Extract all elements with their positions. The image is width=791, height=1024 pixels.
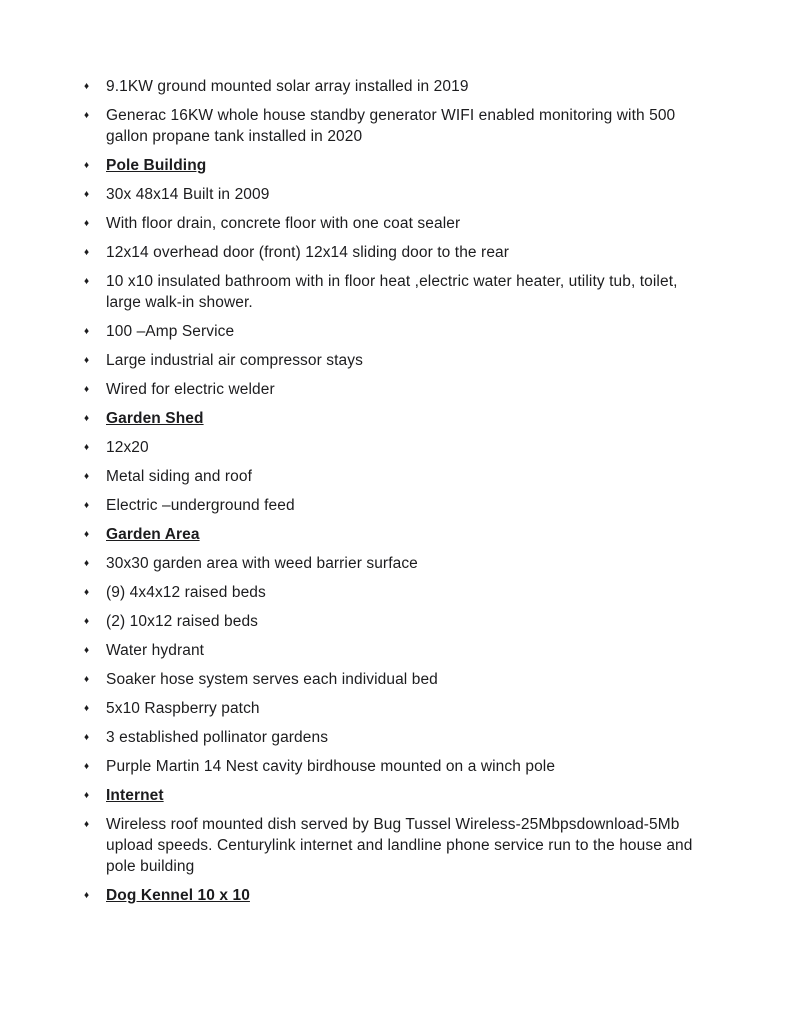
list-item — [84, 727, 695, 748]
list-item — [84, 785, 695, 806]
list-item-text: Electric –underground feed — [106, 497, 295, 514]
diamond-bullet-icon: ♦ — [84, 355, 90, 366]
list-item — [84, 408, 695, 429]
diamond-bullet-icon: ♦ — [84, 413, 90, 424]
diamond-bullet-icon: ♦ — [84, 558, 90, 569]
list-item — [84, 213, 695, 234]
list-item — [84, 105, 695, 147]
list-item-text: Large industrial air compressor stays — [106, 352, 363, 369]
diamond-bullet-icon: ♦ — [84, 326, 90, 337]
diamond-bullet-icon: ♦ — [84, 160, 90, 171]
list-item-text: 5x10 Raspberry patch — [106, 700, 260, 717]
list-item — [84, 495, 695, 516]
list-item — [84, 885, 695, 906]
list-item-text: 30x30 garden area with weed barrier surface — [106, 555, 418, 572]
list-item — [84, 76, 695, 97]
diamond-bullet-icon: ♦ — [84, 819, 90, 830]
list-item — [84, 640, 695, 661]
list-item-text: 100 –Amp Service — [106, 323, 235, 340]
diamond-bullet-icon: ♦ — [84, 471, 90, 482]
diamond-bullet-icon: ♦ — [84, 587, 90, 598]
diamond-bullet-icon: ♦ — [84, 616, 90, 627]
diamond-bullet-icon: ♦ — [84, 529, 90, 540]
list-item-text: Garden Shed — [106, 410, 204, 427]
list-item — [84, 698, 695, 719]
list-item-text: 3 established pollinator gardens — [106, 729, 329, 746]
list-item — [84, 184, 695, 205]
diamond-bullet-icon: ♦ — [84, 703, 90, 714]
list-item-text: 12x20 — [106, 439, 149, 456]
list-item — [84, 582, 695, 603]
list-item — [84, 242, 695, 263]
diamond-bullet-icon: ♦ — [84, 732, 90, 743]
list-item-text: Metal siding and roof — [106, 468, 252, 485]
list-item — [84, 814, 695, 877]
diamond-bullet-icon: ♦ — [84, 384, 90, 395]
diamond-bullet-icon: ♦ — [84, 500, 90, 511]
diamond-bullet-icon: ♦ — [84, 247, 90, 258]
diamond-bullet-icon: ♦ — [84, 674, 90, 685]
list-item-text: 10 x10 insulated bathroom with in floor heat ,electric water heater, utility tub, toilet, large walk-in shower. — [106, 273, 678, 311]
list-item-text: (2) 10x12 raised beds — [106, 613, 259, 630]
list-item-text: 9.1KW ground mounted solar array installed in 2019 — [106, 78, 469, 95]
list-item-text: Garden Area — [106, 526, 200, 543]
list-item-text: With floor drain, concrete floor with one coat sealer — [106, 215, 461, 232]
diamond-bullet-icon: ♦ — [84, 890, 90, 901]
diamond-bullet-icon: ♦ — [84, 645, 90, 656]
list-item — [84, 553, 695, 574]
list-item — [84, 155, 695, 176]
diamond-bullet-icon: ♦ — [84, 761, 90, 772]
list-item — [84, 756, 695, 777]
list-item — [84, 669, 695, 690]
diamond-bullet-icon: ♦ — [84, 110, 90, 121]
list-item-text: Generac 16KW whole house standby generator WIFI enabled monitoring with 500 gallon propane tank installed in 2020 — [106, 107, 676, 145]
list-item-text: Water hydrant — [106, 642, 205, 659]
list-item — [84, 524, 695, 545]
list-item-text: Wireless roof mounted dish served by Bug Tussel Wireless-25Mbpsdownload-5Mb upload speeds. Centurylink internet and landline phone service run to the house and pole building — [106, 816, 693, 875]
feature-list — [84, 76, 695, 906]
diamond-bullet-icon: ♦ — [84, 790, 90, 801]
list-item-text: 12x14 overhead door (front) 12x14 sliding door to the rear — [106, 244, 510, 261]
diamond-bullet-icon: ♦ — [84, 276, 90, 287]
list-item-text: Wired for electric welder — [106, 381, 275, 398]
list-item — [84, 611, 695, 632]
list-item-text: Internet — [106, 787, 164, 804]
list-item-text: Soaker hose system serves each individual bed — [106, 671, 438, 688]
diamond-bullet-icon: ♦ — [84, 81, 90, 92]
list-item — [84, 437, 695, 458]
list-item-text: Dog Kennel 10 x 10 — [106, 887, 250, 904]
list-item-text: (9) 4x4x12 raised beds — [106, 584, 266, 601]
list-item-text: Purple Martin 14 Nest cavity birdhouse mounted on a winch pole — [106, 758, 556, 775]
list-item — [84, 321, 695, 342]
list-item — [84, 466, 695, 487]
list-item-text: 30x 48x14 Built in 2009 — [106, 186, 270, 203]
diamond-bullet-icon: ♦ — [84, 189, 90, 200]
diamond-bullet-icon: ♦ — [84, 442, 90, 453]
diamond-bullet-icon: ♦ — [84, 218, 90, 229]
list-item — [84, 350, 695, 371]
list-item — [84, 379, 695, 400]
list-item-text: Pole Building — [106, 157, 207, 174]
list-item — [84, 271, 695, 313]
